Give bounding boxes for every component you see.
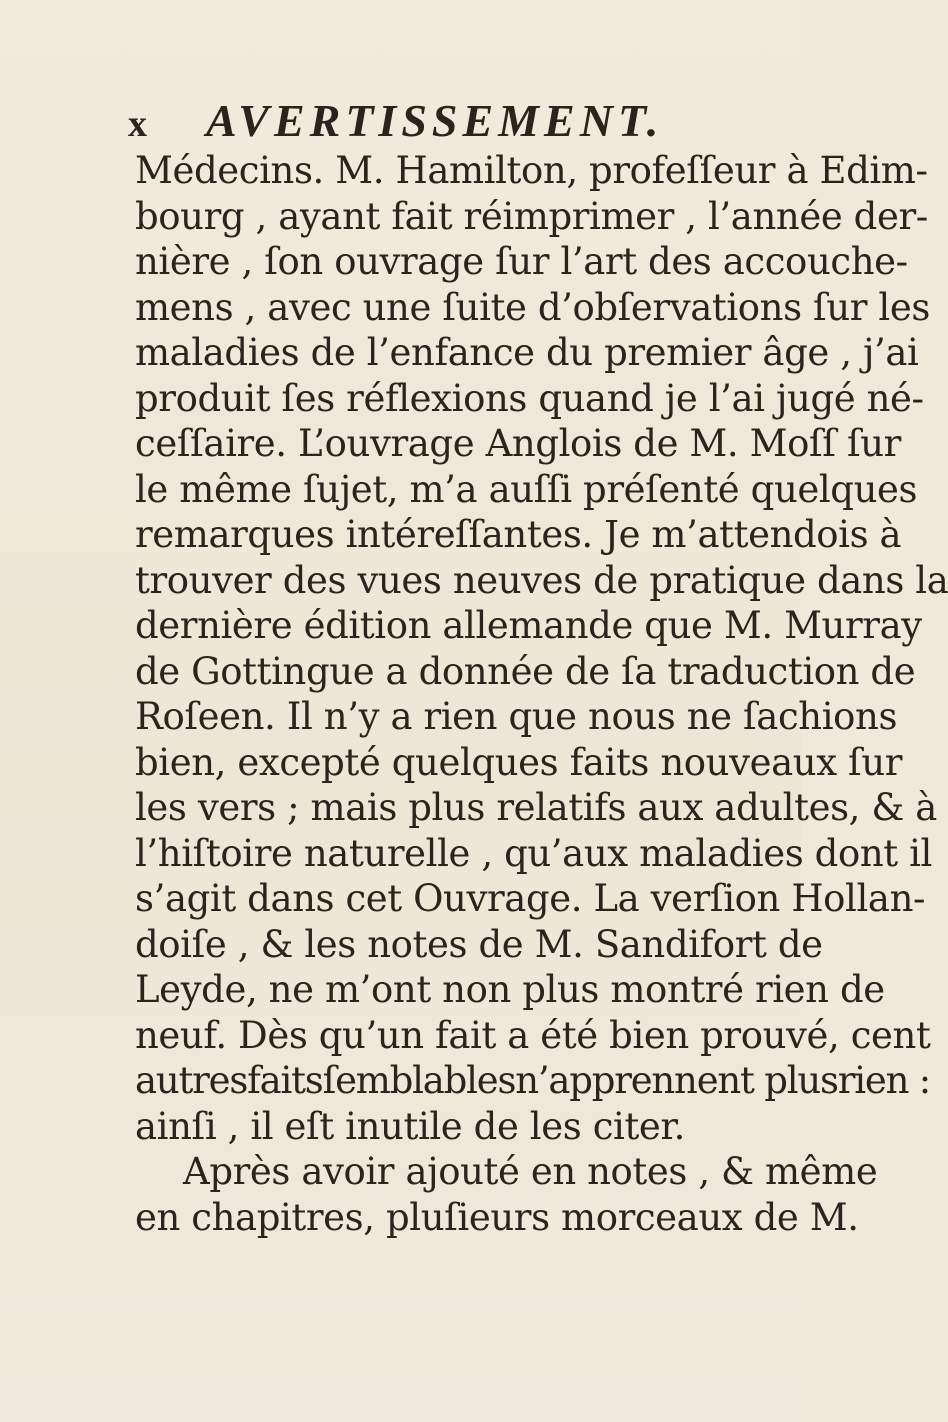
text-line: les vers ; mais plus relatifs aux adultes, & à (135, 786, 937, 829)
text-line: Roſeen. Il n’y a rien que nous ne ſachions (135, 695, 898, 738)
text-line: Leyde, ne m’ont non plus montré rien de (135, 968, 885, 1011)
text-line: neuf. Dès qu’un fait a été bien prouvé, cent (135, 1013, 931, 1057)
running-title: AVERTISSEMENT. (206, 95, 664, 146)
text-line: Après avoir ajouté en notes , & même (183, 1150, 878, 1193)
text-line: autresfaitsſemblablesn’apprennent plusrien : (135, 1059, 931, 1102)
text-line: ceſſaire. L’ouvrage Anglois de M. Moſſ ſur (135, 422, 901, 465)
text-line: mens , avec une ſuite d’obſervations ſur les (135, 285, 930, 329)
text-line: s’agit dans cet Ouvrage. La verſion Hollan- (135, 877, 926, 920)
text-line: l’hiſtoire naturelle , qu’aux maladies dont il (135, 831, 932, 875)
text-line: le même ſujet, m’a auſſi préſenté quelques (135, 467, 918, 511)
page-folio: x (128, 103, 147, 145)
text-line: Médecins. M. Hamilton, profeſſeur à Edim- (135, 149, 928, 192)
text-line: dernière édition allemande que M. Murray (135, 604, 922, 647)
text-line: de Gottingue a donnée de ſa traduction de (135, 649, 916, 693)
text-line: ainſi , il eſt inutile de les citer. (135, 1104, 685, 1148)
text-line: en chapitres, pluſieurs morceaux de M. (135, 1195, 859, 1239)
body-text (135, 148, 948, 1240)
text-line: maladies de l’enfance du premier âge , j’ai (135, 331, 919, 374)
text-line: nière , ſon ouvrage ſur l’art des accouche- (135, 240, 908, 283)
running-header (128, 96, 728, 146)
text-line: bourg , ayant fait réimprimer , l’année der- (135, 194, 928, 238)
text-line: doiſe , & les notes de M. Sandifort de (135, 922, 823, 966)
text-line: remarques intéreſſantes. Je m’attendois à (135, 513, 902, 556)
text-line: bien, excepté quelques faits nouveaux ſur (135, 740, 903, 784)
text-line: trouver des vues neuves de pratique dans la (135, 558, 948, 602)
text-line: produit ſes réflexions quand je l’ai jugé né- (135, 376, 924, 420)
